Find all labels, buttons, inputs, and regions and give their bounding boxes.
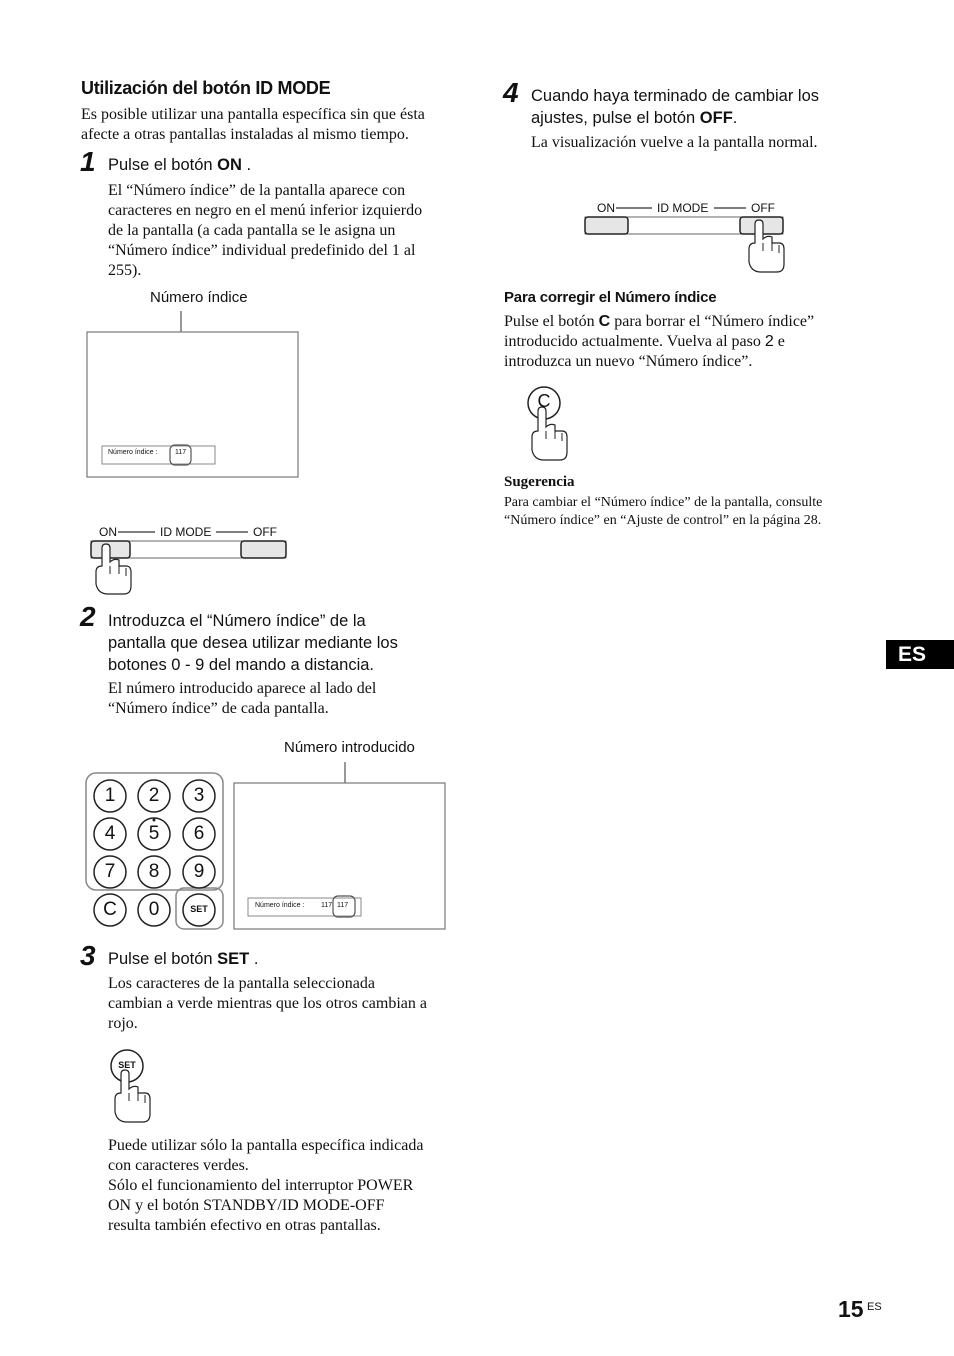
- key-set[interactable]: SET: [190, 904, 208, 914]
- section-title: Utilización del botón ID MODE: [81, 78, 331, 98]
- step-4-body: La visualización vuelve a la pantalla normal.: [531, 134, 818, 151]
- key-0[interactable]: 0: [148, 899, 160, 920]
- step-3-number: 3: [80, 940, 96, 971]
- on-label-2: ON: [597, 201, 615, 215]
- screen2-entered-value: 117: [337, 902, 349, 909]
- callout-numero-introducido: Número introducido: [284, 739, 415, 756]
- tip-body: Para cambiar el “Número índice” de la pantalla, consulte “Número índice” en “Ajuste de control” en la página 28.: [504, 495, 823, 528]
- step-1-number: 1: [80, 146, 96, 177]
- c-label: C: [537, 391, 551, 411]
- screen-index-value: 117: [175, 449, 187, 456]
- key-4[interactable]: 4: [104, 823, 116, 844]
- step-2-heading: Introduzca el “Número índice” de la pantalla que desea utilizar mediante los botones 0 - 9 del mando a distancia.: [108, 612, 398, 674]
- step-4-heading: Cuando haya terminado de cambiar los ajustes, pulse el botón OFF.: [531, 87, 820, 127]
- step-2-body: El número introducido aparece al lado del “Número índice” de cada pantalla.: [108, 680, 377, 717]
- key-5[interactable]: 5: [148, 823, 160, 844]
- key-6[interactable]: 6: [193, 823, 205, 844]
- language-tab: ES: [886, 640, 954, 669]
- set-label: SET: [118, 1060, 136, 1070]
- off-label: OFF: [253, 525, 277, 539]
- id-mode-label: ID MODE: [160, 525, 212, 539]
- step-2-number: 2: [80, 601, 96, 632]
- on-label: ON: [99, 525, 117, 539]
- screen2-index-label: Número índice :: [255, 902, 305, 909]
- step-4-number: 4: [503, 77, 519, 108]
- step-1-body: El “Número índice” de la pantalla aparece con caracteres en negro en el menú inferior izquierdo de la pantalla (a cada pantalla se le asigna un “Número índice” individual predefinido del 1 al 255).: [108, 182, 423, 279]
- step-3-note: Puede utilizar sólo la pantalla específica indicada con caracteres verdes. Sólo el funcionamiento del interruptor POWER ON y el botón STANDBY/ID MODE-OFF resulta también efectivo en otras pantallas.: [108, 1137, 424, 1234]
- screen-index-label: Número índice :: [108, 449, 158, 456]
- key-c[interactable]: C: [103, 899, 117, 920]
- key-7[interactable]: 7: [104, 861, 116, 882]
- key-3[interactable]: 3: [193, 785, 205, 806]
- id-mode-label-2: ID MODE: [657, 201, 709, 215]
- intro-text: Es posible utilizar una pantalla específica sin que ésta afecte a otras pantallas instaladas al mismo tiempo.: [81, 106, 425, 143]
- key-8[interactable]: 8: [148, 861, 160, 882]
- screen2-index-value: 117: [321, 902, 333, 909]
- key-9[interactable]: 9: [193, 861, 205, 882]
- key-1[interactable]: 1: [104, 785, 116, 806]
- key-2[interactable]: 2: [148, 785, 160, 806]
- correct-body: Pulse el botón C para borrar el “Número índice” introducido actualmente. Vuelva al paso 2 e introduzca un nuevo “Número índice”.: [504, 313, 815, 370]
- step-1-heading: Pulse el botón ON .: [108, 156, 252, 174]
- step-3-heading: Pulse el botón SET .: [108, 950, 259, 968]
- page-number-suffix: ES: [867, 1301, 882, 1313]
- tip-title: Sugerencia: [504, 474, 575, 490]
- step-3-body: Los caracteres de la pantalla seleccionada cambian a verde mientras que los otros cambian a rojo.: [108, 975, 427, 1032]
- page-number: 15: [838, 1296, 864, 1322]
- correct-title: Para corregir el Número índice: [504, 289, 717, 306]
- callout-numero-indice: Número índice: [150, 289, 248, 306]
- off-label-2: OFF: [751, 201, 775, 215]
